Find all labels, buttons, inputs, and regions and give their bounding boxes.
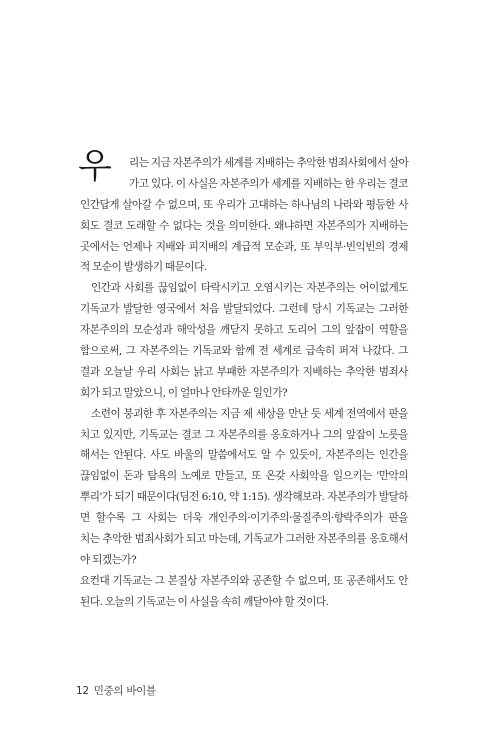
text-line: 치고 있지만, 기독교는 결코 그 자본주의를 옹호하거나 그의 앞잡이 노릇을 (80, 428, 408, 441)
book-title: 민중의 바이블 (93, 685, 156, 697)
page-number: 12 (76, 685, 89, 697)
text-line: 함으로써, 그 자본주의는 기독교와 함께 전 세계로 급속히 퍼져 나갔다. 그 (80, 345, 408, 358)
text-line: 된다. 오늘의 기독교는 이 사실을 속히 깨달아야 할 것이다. (80, 595, 329, 608)
text-line: 요컨대 기독교는 그 본질상 자본주의와 공존할 수 없으며, 또 공존해서도 안 (80, 574, 408, 587)
text-line: 기독교가 발달한 영국에서 처음 발달되었다. 그런데 당시 기독교는 그러한 (80, 303, 408, 316)
text-line: 결과 오늘날 우리 사회는 낡고 부패한 자본주의가 지배하는 추악한 범죄사 (80, 365, 408, 378)
text-line: 야 되겠는가? (80, 553, 137, 566)
text-line: 인간과 사회를 끊임없이 타락시키고 오염시키는 자본주의는 어이없게도 (91, 282, 408, 295)
text-line: 해서는 안된다. 사도 바울의 말씀에서도 알 수 있듯이, 자본주의는 인간을 (80, 449, 408, 462)
text-line: 회가 되고 말았으니, 이 얼마나 안타까운 일인가? (80, 386, 288, 399)
text-line: 곳에서는 언제나 지배와 피지배의 계급적 모순과, 또 부익부·빈익빈의 경제 (80, 240, 408, 253)
text-line: 치는 추악한 범죄사회가 되고 마는데, 기독교가 그러한 자본주의를 옹호해서 (80, 533, 408, 546)
text-line: 가고 있다. 이 사실은 자본주의가 세계를 지배하는 한 우리는 결코 (129, 177, 408, 190)
text-line: 인간답게 살아갈 수 없으며, 또 우리가 고대하는 하나님의 나라와 평등한 사 (80, 198, 408, 211)
text-line: 리는 지금 자본주의가 세계를 지배하는 추악한 범죄사회에서 살아 (129, 157, 409, 169)
page-footer (76, 683, 156, 698)
text-line: 적 모순이 발생하기 때문이다. (80, 261, 207, 274)
text-line: 회도 결코 도래할 수 없다는 것을 의미한다. 왜냐하면 자본주의가 지배하는 (80, 219, 408, 232)
text-line: 소련이 붕괴한 후 자본주의는 지금 제 세상을 만난 듯 세계 전역에서 판을 (91, 407, 408, 420)
text-line: 자본주의의 모순성과 해악성을 깨닫지 못하고 도리어 그의 앞잡이 역할을 (80, 324, 408, 337)
body-text (80, 153, 408, 613)
text-line: 면 할수록 그 사회는 더욱 개인주의·이기주의·물질주의·향락주의가 판을 (80, 512, 408, 525)
text-line: 끊임없이 돈과 탐욕의 노예로 만들고, 또 온갖 사회악을 일으키는 '만악의 (80, 470, 408, 483)
text-line: 뿌리'가 되기 때문이다(딤전 6:10, 약 1:15). 생각해보라. 자본주의가 발달하 (80, 491, 408, 504)
drop-cap-letter: 우 (78, 147, 112, 187)
